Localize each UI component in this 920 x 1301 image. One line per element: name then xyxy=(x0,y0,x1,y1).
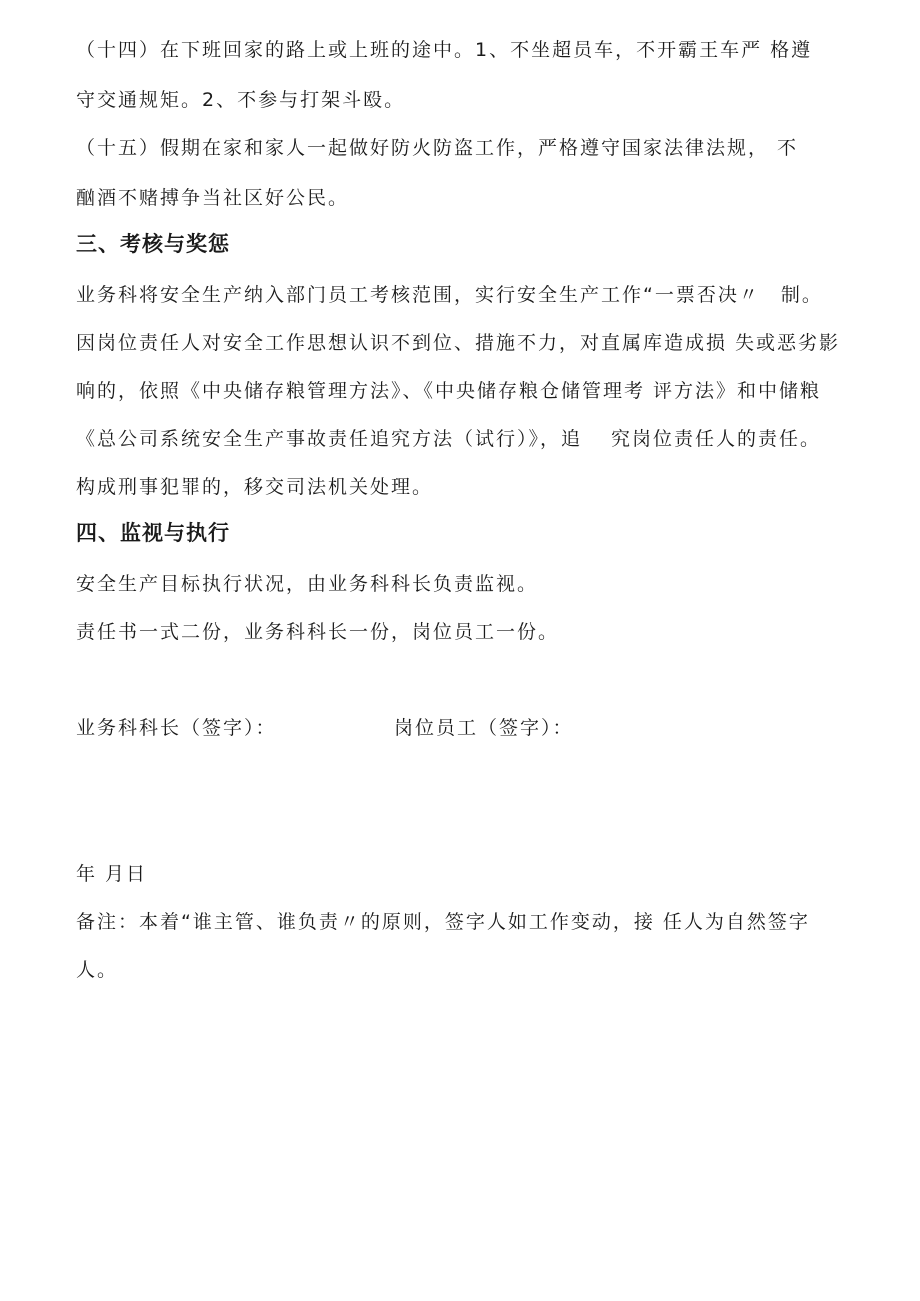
employee-signature-label: 岗位员工（签字）： xyxy=(394,717,574,739)
item-15-line-1: （十五）假期在家和家人一起做好防火防盗工作，严格遵守国家法律法规， 不 xyxy=(76,137,799,159)
item-15-line-2: 酗酒不赌搏争当社区好公民。 xyxy=(76,187,350,209)
date-line: 年 月日 xyxy=(76,863,148,885)
item-14-line-2: 守交通规矩。2、不参与打架斗殴。 xyxy=(76,89,406,111)
section-4-line-1: 安全生产目标执行状况，由业务科科长负责监视。 xyxy=(76,573,539,595)
note-line-2: 人。 xyxy=(76,959,119,981)
section-3-line-5: 构成刑事犯罪的，移交司法机关处理。 xyxy=(76,476,434,498)
section-3-line-2: 因岗位责任人对安全工作思想认识不到位、措施不力，对直属库造成损 失或恶劣影 xyxy=(76,332,841,354)
chief-signature-label: 业务科科长（签字）： xyxy=(76,717,277,739)
item-14-line-1: （十四）在下班回家的路上或上班的途中。1、不坐超员车，不开霸王车严 格遵 xyxy=(76,39,813,61)
section-4-heading: 四、监视与执行 xyxy=(76,521,230,545)
section-4-line-2: 责任书一式二份，业务科科长一份，岗位员工一份。 xyxy=(76,621,560,643)
note-line-1: 备注：本着“谁主管、谁负责〃的原则，签字人如工作变动，接 任人为自然签字 xyxy=(76,911,810,933)
section-3-line-1: 业务科将安全生产纳入部门员工考核范围，实行安全生产工作“一票否决〃 制。 xyxy=(76,284,823,306)
section-3-line-3: 响的，依照《中央储存粮管理方法》、《中央储存粮仓储管理考 评方法》和中储粮 xyxy=(76,380,822,402)
section-3-line-4: 《总公司系统安全生产事故责任追究方法（试行）》，追 究岗位责任人的责任。 xyxy=(76,428,822,450)
section-3-heading: 三、考核与奖惩 xyxy=(76,232,230,256)
